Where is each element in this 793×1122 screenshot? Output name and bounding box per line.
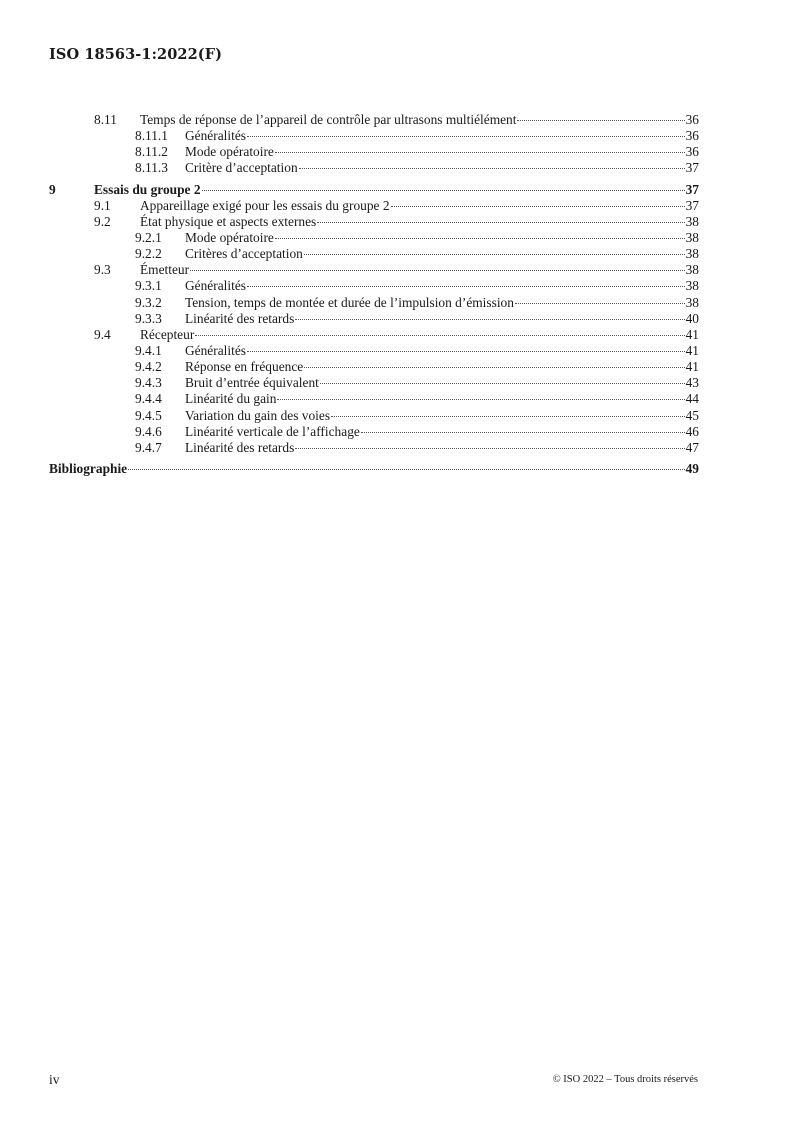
toc-entry-title: Temps de réponse de l’appareil de contrôle par ultrasons multiélément [140,112,517,127]
toc-entry-link[interactable] [140,262,699,278]
toc-entry-page: 38 [685,294,699,310]
toc-entry[interactable] [49,230,699,246]
toc-entry-page: 43 [685,375,699,391]
dot-leader [247,351,685,352]
dot-leader [247,136,685,137]
toc-entry-title: Mode opératoire [185,144,274,160]
dot-leader [295,448,684,449]
toc-entry-number: 9.4.3 [135,375,162,391]
toc-entry-page: 49 [685,460,699,476]
toc-entry-number: 8.11.2 [135,144,168,160]
dot-leader [277,399,684,400]
toc-entry-number: 9.4.4 [135,391,162,407]
toc-entry-link[interactable] [185,278,699,294]
toc-entry-number: 9 [49,181,56,197]
toc-entry-number: 9.3.3 [135,310,162,326]
toc-entry-page: 45 [685,407,699,423]
toc-entry-title: Critères d’acceptation [185,246,303,262]
toc-entry-title: Variation du gain des voies [185,407,331,423]
toc-entry[interactable] [49,311,699,327]
dot-leader [295,319,684,320]
toc-entry-title: Bibliographie [49,460,128,476]
toc-entry-link[interactable] [185,424,699,440]
dot-leader [317,222,684,223]
document-identifier: ISO 18563-1:2022(F) [49,46,223,63]
toc-entry-link[interactable] [185,160,699,176]
toc-entry[interactable] [49,160,699,176]
toc-entry[interactable] [49,408,699,424]
toc-entry-page: 36 [685,144,699,160]
toc-entry[interactable] [49,112,699,128]
toc-entry-title: Récepteur [140,326,195,342]
toc-entry-page: 38 [685,213,699,229]
toc-entry-number: 9.3.2 [135,294,162,310]
toc-entry-page: 41 [685,342,699,358]
toc-entry-title: Généralités [185,128,246,144]
dot-leader [517,120,684,121]
toc-entry-title: Linéarité verticale de l’affichage [185,423,360,439]
toc-entry-page: 38 [685,229,699,245]
toc-entry-title: État physique et aspects externes [140,213,317,229]
toc-entry-page: 41 [685,326,699,342]
toc-entry-page: 46 [685,423,699,439]
toc-entry-page: 36 [685,128,699,144]
toc-entry-title: Bruit d’entrée équivalent [185,375,319,391]
toc-entry-number: 9.3.1 [135,278,162,294]
toc-entry[interactable] [49,424,699,440]
toc-entry-link[interactable] [140,214,699,230]
toc-entry-title: Essais du groupe 2 [94,181,201,197]
toc-entry-number: 9.2.1 [135,229,162,245]
dot-leader [195,335,684,336]
toc-entry-number: 9.1 [94,197,111,213]
toc-entry-link[interactable] [185,128,699,144]
toc-entry-link[interactable] [185,375,699,391]
toc-entry-title: Mode opératoire [185,229,274,245]
toc-entry-title: Linéarité des retards [185,439,295,455]
toc-entry[interactable] [49,327,699,343]
toc-entry-number: 8.11.3 [135,160,168,176]
toc-entry-link[interactable] [140,327,699,343]
toc-entry-title: Linéarité des retards [185,310,295,326]
toc-entry-page: 41 [685,359,699,375]
toc-entry-link[interactable] [185,295,699,311]
table-of-contents [49,112,699,477]
toc-entry-number: 9.4 [94,326,111,342]
page-number: iv [49,1072,60,1087]
toc-entry-number: 9.4.2 [135,359,162,375]
dot-leader [515,303,685,304]
toc-entry-link[interactable] [185,440,699,456]
dot-leader [331,416,685,417]
toc-entry-title: Émetteur [140,262,190,278]
toc-entry-page: 37 [685,181,699,197]
toc-entry-page: 44 [685,391,699,407]
dot-leader [202,190,685,191]
toc-entry[interactable] [49,461,699,477]
toc-entry-title: Généralités [185,278,246,294]
toc-entry-title: Généralités [185,342,246,358]
toc-entry[interactable] [49,391,699,407]
dot-leader [128,469,684,470]
toc-entry[interactable] [49,198,699,214]
toc-entry[interactable] [49,375,699,391]
dot-leader [304,367,684,368]
toc-entry-link[interactable] [185,359,699,375]
toc-entry-page: 40 [685,310,699,326]
toc-entry-page: 38 [685,262,699,278]
toc-entry-page: 38 [685,278,699,294]
toc-entry-number: 9.4.6 [135,423,162,439]
toc-entry-page: 37 [685,197,699,213]
toc-entry-title: Tension, temps de montée et durée de l’impulsion d’émission [185,294,514,310]
toc-entry[interactable] [49,262,699,278]
toc-entry[interactable] [49,295,699,311]
toc-entry[interactable] [49,246,699,262]
dot-leader [275,238,685,239]
toc-entry-link[interactable] [185,144,699,160]
dot-leader [304,254,685,255]
toc-entry-link[interactable] [140,198,699,214]
toc-entry-link[interactable] [185,311,699,327]
toc-entry[interactable] [49,278,699,294]
toc-entry-number: 9.4.7 [135,439,162,455]
dot-leader [275,152,685,153]
dot-leader [391,206,685,207]
toc-entry[interactable] [49,214,699,230]
toc-entry-link[interactable] [185,391,699,407]
toc-entry[interactable] [49,440,699,456]
toc-entry-page: 38 [685,246,699,262]
toc-entry-number: 9.2 [94,213,111,229]
copyright-notice: © ISO 2022 – Tous droits réservés [552,1074,698,1085]
toc-entry-number: 9.4.1 [135,342,162,358]
toc-entry-link[interactable] [140,112,699,128]
toc-entry[interactable] [49,182,699,198]
dot-leader [361,432,685,433]
toc-entry-page: 37 [685,160,699,176]
toc-entry-link[interactable] [185,343,699,359]
toc-entry-title: Appareillage exigé pour les essais du groupe 2 [140,197,390,213]
toc-entry-page: 47 [685,439,699,455]
toc-entry[interactable] [49,359,699,375]
toc-entry-title: Linéarité du gain [185,391,277,407]
toc-entry-link[interactable] [49,461,699,477]
toc-entry-link[interactable] [94,182,699,198]
toc-entry-number: 9.2.2 [135,246,162,262]
toc-entry[interactable] [49,128,699,144]
toc-entry-page: 36 [685,112,699,127]
dot-leader [299,168,685,169]
dot-leader [320,383,685,384]
toc-entry-title: Critère d’acceptation [185,160,298,176]
dot-leader [190,270,685,271]
toc-entry-link[interactable] [185,408,699,424]
toc-entry-number: 8.11.1 [135,128,168,144]
toc-entry-number: 9.3 [94,262,111,278]
toc-entry-link[interactable] [185,246,699,262]
toc-entry-link[interactable] [185,230,699,246]
toc-entry-number: 9.4.5 [135,407,162,423]
dot-leader [247,286,685,287]
toc-entry[interactable] [49,144,699,160]
toc-entry-title: Réponse en fréquence [185,359,304,375]
toc-entry[interactable] [49,343,699,359]
toc-entry-number: 8.11 [94,112,117,127]
